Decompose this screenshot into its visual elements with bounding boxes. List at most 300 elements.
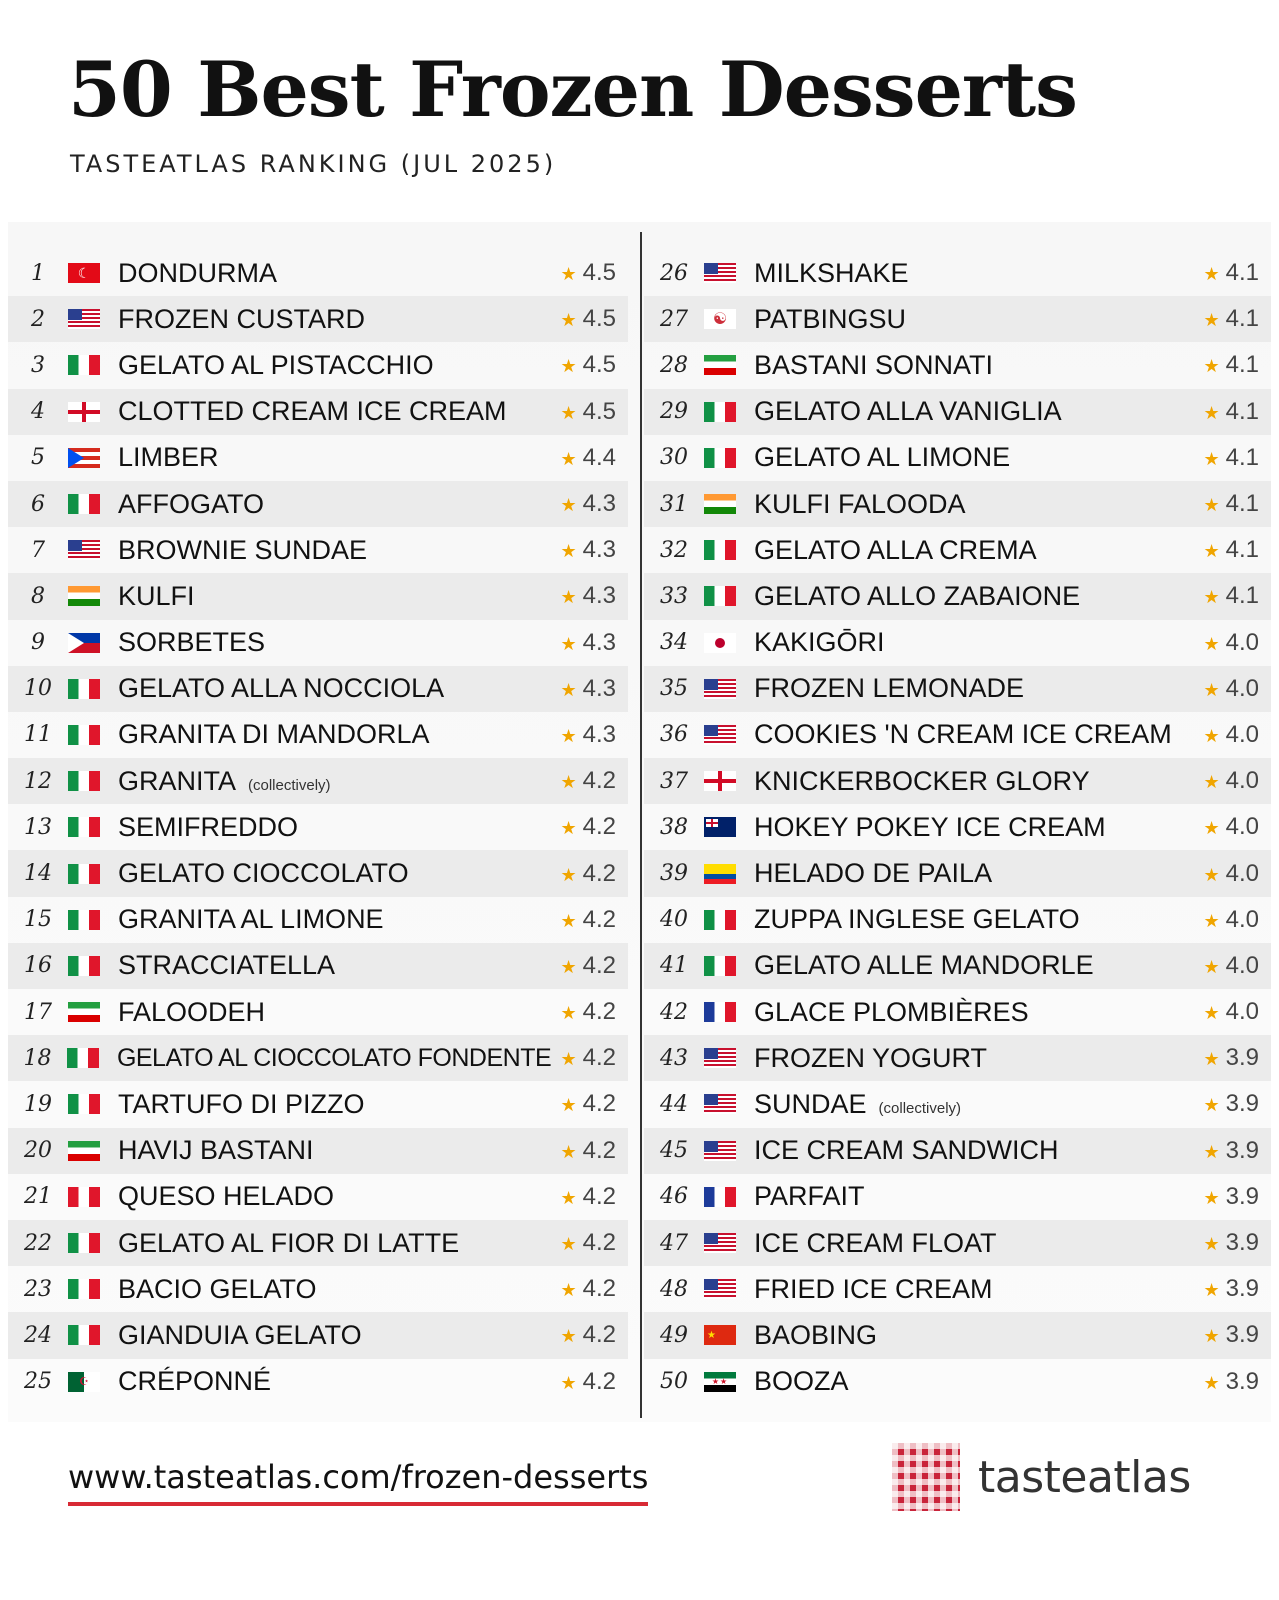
- star-icon: ★: [560, 495, 577, 516]
- list-item: [8, 989, 628, 1035]
- star-icon: ★: [560, 1280, 577, 1301]
- dessert-name-text: GELATO AL LIMONE: [754, 442, 1011, 473]
- rank-number: 25: [24, 1369, 52, 1395]
- rating-value: 4.1: [1225, 582, 1259, 610]
- list-item: [644, 1174, 1271, 1220]
- dessert-name: [754, 719, 1193, 750]
- dessert-name-text: DONDURMA: [118, 257, 277, 288]
- puerto-rico-flag-icon: [68, 448, 100, 468]
- dessert-name-text: KAKIGŌRI: [754, 627, 885, 658]
- italy-flag-icon: [704, 956, 736, 976]
- new-zealand-flag-icon: [704, 817, 736, 837]
- list-item: [8, 342, 628, 388]
- list-item: [644, 1266, 1271, 1312]
- rating: [1193, 490, 1271, 518]
- dessert-name-text: GIANDUIA GELATO: [118, 1319, 362, 1350]
- dessert-name-text: GELATO CIOCCOLATO: [118, 858, 409, 889]
- star-icon: ★: [560, 725, 577, 746]
- usa-flag-icon: [704, 1141, 736, 1161]
- list-item: [8, 620, 628, 666]
- rating: [1193, 305, 1271, 333]
- list-item: [644, 527, 1271, 573]
- rating-value: 4.1: [1225, 443, 1259, 471]
- rating-value: 4.3: [582, 720, 616, 748]
- dessert-name-text: KNICKERBOCKER GLORY: [754, 765, 1090, 796]
- rating-value: 4.2: [582, 813, 616, 841]
- rank-number: 37: [660, 768, 688, 794]
- dessert-name: [754, 627, 1193, 658]
- dessert-note: (collectively): [878, 1099, 962, 1117]
- rating: [550, 906, 628, 934]
- rank-number: 47: [660, 1230, 688, 1256]
- logo-text: tasteatlas: [978, 1451, 1191, 1503]
- italy-flag-icon: [68, 817, 100, 837]
- dessert-name-text: BOOZA: [754, 1366, 849, 1397]
- rank-number: 17: [24, 999, 52, 1025]
- dessert-name-text: PARFAIT: [754, 1181, 865, 1212]
- italy-flag-icon: [68, 679, 100, 699]
- star-icon: ★: [1203, 772, 1220, 793]
- star-icon: ★: [560, 587, 577, 608]
- list-item: [8, 758, 628, 804]
- italy-flag-icon: [704, 586, 736, 606]
- dessert-name: [118, 535, 550, 566]
- rank-number: 4: [31, 399, 45, 425]
- rating-value: 4.0: [1225, 905, 1259, 933]
- dessert-name: [754, 581, 1193, 612]
- dessert-name: [118, 442, 550, 473]
- dessert-name: [754, 858, 1193, 889]
- list-item: [8, 389, 628, 435]
- dessert-name-text: GRANITA: [118, 765, 237, 796]
- italy-flag-icon: [704, 448, 736, 468]
- dessert-name: [754, 1181, 1193, 1212]
- dessert-name-text: TARTUFO DI PIZZO: [118, 1088, 365, 1119]
- india-flag-icon: [68, 586, 100, 606]
- dessert-name-text: CLOTTED CREAM ICE CREAM: [118, 396, 507, 427]
- rating: [550, 998, 628, 1026]
- footer-link[interactable]: www.tasteatlas.com/frozen-desserts: [68, 1458, 648, 1506]
- dessert-name: [754, 1274, 1193, 1305]
- india-flag-icon: [704, 494, 736, 514]
- rating: [1193, 767, 1271, 795]
- list-item: [644, 481, 1271, 527]
- list-item: [8, 897, 628, 943]
- list-item: [8, 481, 628, 527]
- dessert-name-text: HOKEY POKEY ICE CREAM: [754, 811, 1106, 842]
- list-item: [8, 943, 628, 989]
- rank-number: 26: [660, 260, 688, 286]
- star-icon: ★: [1203, 633, 1220, 654]
- rating-value: 4.0: [1225, 951, 1259, 979]
- rating: [550, 675, 628, 703]
- south-korea-flag-icon: ☯: [704, 309, 736, 329]
- rating: [550, 351, 628, 379]
- list-item: [644, 573, 1271, 619]
- rating-value: 3.9: [1225, 1136, 1259, 1164]
- star-icon: ★: [1203, 1234, 1220, 1255]
- list-item: [644, 850, 1271, 896]
- rating-value: 4.2: [582, 1275, 616, 1303]
- rating-value: 4.2: [582, 859, 616, 887]
- rating-value: 4.0: [1225, 767, 1259, 795]
- iran-flag-icon: [68, 1141, 100, 1161]
- usa-flag-icon: [704, 263, 736, 283]
- rating-value: 4.3: [582, 628, 616, 656]
- rank-number: 3: [31, 352, 45, 378]
- star-icon: ★: [1203, 356, 1220, 377]
- dessert-name-text: ICE CREAM FLOAT: [754, 1227, 997, 1258]
- dessert-name-text: GELATO AL PISTACCHIO: [118, 349, 434, 380]
- rating: [1193, 1275, 1271, 1303]
- rank-number: 20: [24, 1138, 52, 1164]
- rating: [1193, 998, 1271, 1026]
- star-icon: ★: [1203, 956, 1220, 977]
- dessert-name: [118, 1089, 550, 1120]
- dessert-name-text: BACIO GELATO: [118, 1273, 317, 1304]
- rating: [1193, 398, 1271, 426]
- rating-value: 3.9: [1225, 1044, 1259, 1072]
- list-item: [8, 1266, 628, 1312]
- rating-value: 4.2: [582, 1090, 616, 1118]
- dessert-name-text: PATBINGSU: [754, 303, 907, 334]
- list-item: [8, 435, 628, 481]
- dessert-name: [754, 904, 1193, 935]
- rating: [550, 629, 628, 657]
- star-icon: ★: [1203, 310, 1220, 331]
- dessert-name: [118, 258, 550, 289]
- china-flag-icon: ★: [704, 1325, 736, 1345]
- list-item: [8, 666, 628, 712]
- list-item: [8, 804, 628, 850]
- japan-flag-icon: [704, 633, 736, 653]
- dessert-name: [118, 627, 550, 658]
- dessert-name: [118, 350, 550, 381]
- list-item: [8, 1359, 628, 1405]
- algeria-flag-icon: ☪: [68, 1372, 100, 1392]
- rank-number: 31: [660, 491, 688, 517]
- rating: [550, 1090, 628, 1118]
- rating: [1193, 259, 1271, 287]
- rating: [550, 398, 628, 426]
- star-icon: ★: [560, 1326, 577, 1347]
- rating: [1193, 813, 1271, 841]
- list-item: [644, 1220, 1271, 1266]
- dessert-name-text: GELATO ALLA NOCCIOLA: [118, 673, 445, 704]
- rating: [550, 813, 628, 841]
- list-item: [644, 1359, 1271, 1405]
- list-item: [644, 897, 1271, 943]
- list-item: [8, 573, 628, 619]
- rating: [550, 305, 628, 333]
- star-icon: ★: [1203, 910, 1220, 931]
- rating-value: 4.4: [582, 443, 616, 471]
- star-icon: ★: [1203, 1095, 1220, 1116]
- rating: [550, 721, 628, 749]
- star-icon: ★: [560, 356, 577, 377]
- dessert-name: [754, 1043, 1193, 1074]
- dessert-name-text: QUESO HELADO: [118, 1181, 335, 1212]
- rating: [1193, 582, 1271, 610]
- rank-number: 30: [660, 445, 688, 471]
- rating-value: 4.5: [582, 305, 616, 333]
- dessert-name: [754, 1228, 1193, 1259]
- rating-value: 4.3: [582, 582, 616, 610]
- star-icon: ★: [1203, 1280, 1220, 1301]
- rating-value: 4.3: [582, 674, 616, 702]
- rating-value: 4.1: [1225, 397, 1259, 425]
- rating: [550, 1137, 628, 1165]
- england-flag-icon: [68, 402, 100, 422]
- dessert-name: [754, 258, 1193, 289]
- star-icon: ★: [560, 679, 577, 700]
- dessert-name-text: KULFI: [118, 580, 195, 611]
- rank-number: 5: [31, 445, 45, 471]
- dessert-name: [117, 1044, 551, 1073]
- rating-value: 4.2: [582, 1182, 616, 1210]
- rank-number: 9: [31, 630, 45, 656]
- dessert-name: [754, 489, 1193, 520]
- list-item: [644, 1128, 1271, 1174]
- rating: [1193, 629, 1271, 657]
- dessert-name: [118, 673, 550, 704]
- star-icon: ★: [560, 1141, 577, 1162]
- rating: [1193, 906, 1271, 934]
- rank-number: 22: [24, 1230, 52, 1256]
- dessert-note: (collectively): [248, 776, 331, 794]
- rating-value: 3.9: [1225, 1367, 1259, 1395]
- dessert-name-text: GELATO ALLA CREMA: [754, 534, 1037, 565]
- dessert-name-text: HAVIJ BASTANI: [118, 1135, 314, 1166]
- list-item: [644, 804, 1271, 850]
- star-icon: ★: [1203, 1326, 1220, 1347]
- rating-value: 4.3: [582, 536, 616, 564]
- tasteatlas-logo: [892, 1442, 1202, 1512]
- italy-flag-icon: [68, 1094, 100, 1114]
- dessert-name-text: GELATO AL FIOR DI LATTE: [118, 1227, 460, 1258]
- dessert-name: [118, 950, 550, 981]
- rating: [1193, 1183, 1271, 1211]
- rating: [550, 1321, 628, 1349]
- rating-value: 3.9: [1225, 1182, 1259, 1210]
- rating-value: 3.9: [1225, 1229, 1259, 1257]
- page-title: 50 Best Frozen Desserts: [68, 45, 1077, 134]
- spain-flag-icon: [68, 1187, 100, 1207]
- usa-flag-icon: [704, 1094, 736, 1114]
- list-item: [644, 342, 1271, 388]
- dessert-name: [118, 1228, 550, 1259]
- rank-number: 12: [24, 768, 52, 794]
- star-icon: ★: [1203, 1372, 1220, 1393]
- italy-flag-icon: [704, 540, 736, 560]
- list-item: [644, 1312, 1271, 1358]
- list-item: [8, 712, 628, 758]
- dessert-name-text: FROZEN YOGURT: [754, 1042, 988, 1073]
- dessert-name-text: GRANITA AL LIMONE: [118, 904, 384, 935]
- rating-value: 4.0: [1225, 720, 1259, 748]
- rating: [550, 444, 628, 472]
- list-item: [8, 250, 628, 296]
- rank-number: 50: [660, 1369, 688, 1395]
- rank-number: 40: [660, 907, 688, 933]
- rating-value: 4.2: [582, 1321, 616, 1349]
- iran-flag-icon: [704, 355, 736, 375]
- list-item: [644, 943, 1271, 989]
- star-icon: ★: [1203, 1049, 1220, 1070]
- syria-flag-icon: ★★: [704, 1372, 736, 1392]
- italy-flag-icon: [68, 1279, 100, 1299]
- ecuador-flag-icon: [704, 864, 736, 884]
- list-item: [644, 620, 1271, 666]
- rating: [550, 1275, 628, 1303]
- list-item: [8, 296, 628, 342]
- star-icon: ★: [1203, 818, 1220, 839]
- list-item: [644, 758, 1271, 804]
- dessert-name-text: FROZEN LEMONADE: [754, 673, 1025, 704]
- list-item: [644, 435, 1271, 481]
- rank-number: 7: [31, 537, 45, 563]
- list-item: [644, 712, 1271, 758]
- star-icon: ★: [560, 448, 577, 469]
- rank-number: 14: [24, 861, 52, 887]
- star-icon: ★: [560, 1003, 577, 1024]
- rating-value: 3.9: [1225, 1321, 1259, 1349]
- dessert-name: [754, 950, 1193, 981]
- rating: [551, 1044, 628, 1072]
- rating-value: 4.0: [1225, 859, 1259, 887]
- rating: [550, 1229, 628, 1257]
- italy-flag-icon: [68, 956, 100, 976]
- list-item: [644, 989, 1271, 1035]
- dessert-name-text: KULFI FALOODA: [754, 488, 966, 519]
- dessert-name-text: SORBETES: [118, 627, 266, 658]
- dessert-name: [118, 904, 550, 935]
- star-icon: ★: [1203, 541, 1220, 562]
- rating: [1193, 1321, 1271, 1349]
- rank-number: 13: [24, 814, 52, 840]
- dessert-name: [754, 673, 1193, 704]
- dessert-name-text: ICE CREAM SANDWICH: [754, 1135, 1059, 1166]
- rating: [1193, 721, 1271, 749]
- rating-value: 4.0: [1225, 813, 1259, 841]
- star-icon: ★: [560, 864, 577, 885]
- rating: [1193, 536, 1271, 564]
- rank-number: 33: [660, 583, 688, 609]
- dessert-name: [118, 396, 550, 427]
- rank-number: 8: [31, 583, 45, 609]
- dessert-name: [754, 350, 1193, 381]
- dessert-name-text: LIMBER: [118, 442, 219, 473]
- dessert-name: [754, 812, 1193, 843]
- usa-flag-icon: [68, 540, 100, 560]
- rating-value: 4.1: [1225, 536, 1259, 564]
- rating: [1193, 860, 1271, 888]
- france-flag-icon: [704, 1187, 736, 1207]
- france-flag-icon: [704, 1002, 736, 1022]
- rank-number: 36: [660, 722, 688, 748]
- rating-value: 4.1: [1225, 259, 1259, 287]
- usa-flag-icon: [704, 1233, 736, 1253]
- rating: [550, 1368, 628, 1396]
- italy-flag-icon: [68, 864, 100, 884]
- dessert-name: [118, 581, 550, 612]
- dessert-name: [118, 1320, 550, 1351]
- rank-number: 48: [660, 1276, 688, 1302]
- italy-flag-icon: [68, 1325, 100, 1345]
- rating-value: 3.9: [1225, 1090, 1259, 1118]
- dessert-name: [754, 396, 1193, 427]
- usa-flag-icon: [704, 725, 736, 745]
- star-icon: ★: [560, 772, 577, 793]
- italy-flag-icon: [68, 355, 100, 375]
- list-item: [8, 527, 628, 573]
- dessert-name-text: CRÉPONNÉ: [118, 1366, 272, 1397]
- star-icon: ★: [560, 1187, 577, 1208]
- dessert-name-text: HELADO DE PAILA: [754, 858, 993, 889]
- star-icon: ★: [1203, 402, 1220, 423]
- dessert-name-text: SUNDAE: [754, 1088, 867, 1119]
- dessert-name: [118, 858, 550, 889]
- rating-value: 4.1: [1225, 305, 1259, 333]
- list-item: [8, 1174, 628, 1220]
- rank-number: 42: [660, 999, 688, 1025]
- rating-value: 4.0: [1225, 674, 1259, 702]
- rating-value: 4.2: [582, 1136, 616, 1164]
- star-icon: ★: [560, 402, 577, 423]
- italy-flag-icon: [67, 1048, 99, 1068]
- italy-flag-icon: [68, 725, 100, 745]
- dessert-name: [754, 1320, 1193, 1351]
- dessert-name: [754, 1089, 1193, 1120]
- rating-value: 4.2: [582, 951, 616, 979]
- dessert-name: [118, 1181, 550, 1212]
- star-icon: ★: [560, 1372, 577, 1393]
- dessert-name-text: BAOBING: [754, 1319, 878, 1350]
- dessert-name-text: GELATO ALLA VANIGLIA: [754, 396, 1062, 427]
- rank-number: 15: [24, 907, 52, 933]
- rank-number: 19: [24, 1091, 52, 1117]
- rank-number: 46: [660, 1184, 688, 1210]
- dessert-name: [118, 1366, 550, 1397]
- star-icon: ★: [1203, 864, 1220, 885]
- italy-flag-icon: [68, 910, 100, 930]
- list-item: [644, 1081, 1271, 1127]
- dessert-name: [754, 1366, 1193, 1397]
- rating: [550, 536, 628, 564]
- star-icon: ★: [1203, 679, 1220, 700]
- dessert-name: [118, 997, 550, 1028]
- dessert-name-text: BROWNIE SUNDAE: [118, 534, 368, 565]
- rating: [1193, 1044, 1271, 1072]
- list-item: [8, 1128, 628, 1174]
- star-icon: ★: [1203, 264, 1220, 285]
- rating: [550, 860, 628, 888]
- rating-value: 4.2: [582, 905, 616, 933]
- rank-number: 28: [660, 352, 688, 378]
- rank-number: 45: [660, 1138, 688, 1164]
- usa-flag-icon: [68, 309, 100, 329]
- rating-value: 4.5: [582, 351, 616, 379]
- rating: [1193, 1090, 1271, 1118]
- ranking-column-left: [8, 250, 628, 1405]
- dessert-name: [754, 997, 1193, 1028]
- dessert-name-text: MILKSHAKE: [754, 257, 909, 288]
- rank-number: 49: [660, 1322, 688, 1348]
- rank-number: 18: [23, 1045, 52, 1071]
- usa-flag-icon: [704, 679, 736, 699]
- dessert-name: [118, 489, 550, 520]
- dessert-name-text: AFFOGATO: [118, 488, 265, 519]
